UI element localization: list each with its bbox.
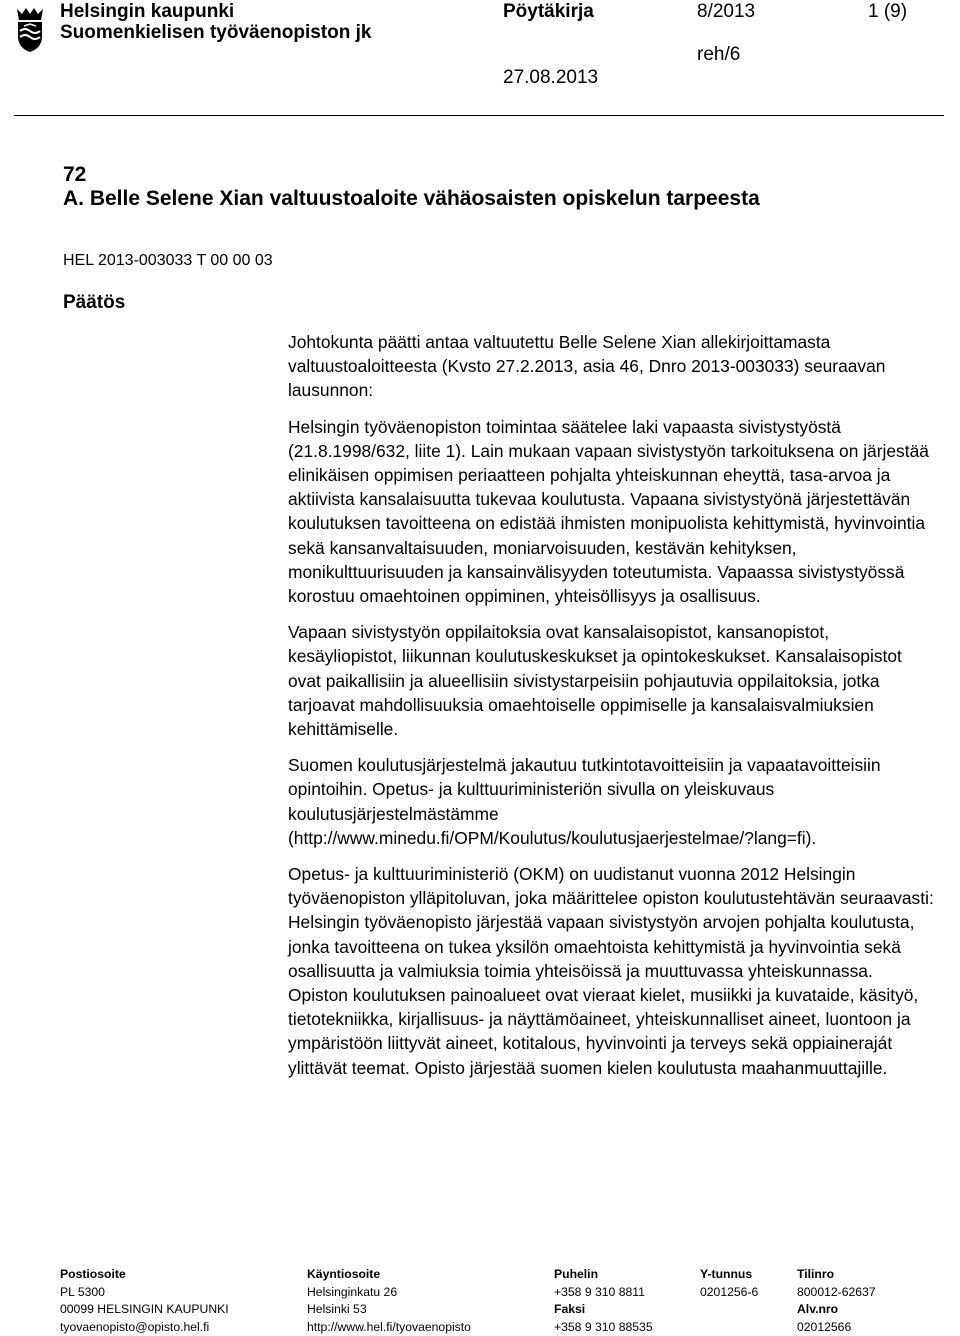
meeting-date: 27.08.2013	[503, 67, 598, 89]
footer-line: Helsinginkatu 26	[307, 1284, 471, 1302]
footer-website-link[interactable]: http://www.hel.fi/tyovaenopisto	[307, 1319, 471, 1336]
footer-heading: Faksi	[554, 1301, 653, 1319]
footer-heading: Y-tunnus	[700, 1266, 758, 1284]
footer-postal	[60, 1266, 229, 1336]
footer-heading: Tilinro	[797, 1266, 876, 1284]
footer-line: +358 9 310 88535	[554, 1319, 653, 1336]
doc-number: 8/2013	[697, 1, 755, 23]
body-paragraph: Johtokunta päätti antaa valtuutettu Belle Selene Xian allekirjoittamasta valtuustoaloitteesta (Kvsto 27.2.2013, asia 46, Dnro 2013-003033) seuraavan lausunnon:	[288, 330, 936, 403]
page-number: 1 (9)	[868, 1, 907, 23]
footer-heading: Postiosoite	[60, 1266, 229, 1284]
footer-line: Helsinki 53	[307, 1301, 471, 1319]
item-title: A. Belle Selene Xian valtuustoaloite vähäosaisten opiskelun tarpeesta	[63, 186, 783, 211]
doc-type: Pöytäkirja	[503, 1, 594, 23]
institution-name: Suomenkielisen työväenopiston jk	[60, 22, 371, 44]
footer-line: 02012566	[797, 1319, 876, 1336]
item-reference: HEL 2013-003033 T 00 00 03	[63, 252, 273, 270]
header-rule	[14, 115, 944, 116]
item-number: 72	[63, 163, 86, 187]
footer-line: +358 9 310 8811	[554, 1284, 653, 1302]
footer-heading: Alv.nro	[797, 1301, 876, 1319]
decision-label: Päätös	[63, 292, 125, 314]
body-paragraph: Helsingin työväenopiston toimintaa säätelee laki vapaasta sivistystyöstä (21.8.1998/632, liite 1). Lain mukaan vapaan sivistystyön tarkoituksena on järjestää elinikäisen oppimisen periaatteen pohjalta yhteiskunnan eheyttä, tasa-arvoa ja aktiivista kansalaisuutta tukevaa koulutusta. Vapaana sivistystyönä järjestettävän koulutuksen tavoitteena on edistää ihmisten monipuolista kehittymistä, hyvinvointia sekä kansanvaltaisuuden, moniarvoisuuden, kestävän kehityksen, monikulttuurisuuden ja kansainvälisyyden toteutumista. Vapaassa sivistystyössä korostuu omaehtoinen oppiminen, yhteisöllisyys ja osallisuus.	[288, 415, 936, 609]
section-ref: reh/6	[697, 44, 740, 66]
body-paragraph: Vapaan sivistystyön oppilaitoksia ovat kansalaisopistot, kansanopistot, kesäyliopistot, liikunnan koulutuskeskukset ja opintokeskukset. Kansalaisopistot ovat paikallisiin ja alueellisiin sivistystarpeisiin pohjautuvia oppilaitoksia, jotka tarjoavat mahdollisuuksia omaehtoiselle oppimiselle ja kansalaisvalmiuksien kehittämiselle.	[288, 620, 936, 741]
footer-line: PL 5300	[60, 1284, 229, 1302]
helsinki-crest-icon	[14, 6, 46, 54]
footer-visiting	[307, 1266, 471, 1336]
footer-account	[797, 1266, 876, 1336]
footer-line: 0201256-6	[700, 1284, 758, 1302]
body-paragraph: Suomen koulutusjärjestelmä jakautuu tutkintotavoitteisiin ja vapaatavoitteisiin opintoihin. Opetus- ja kulttuuriministeriön sivulla on yleiskuvaus koulutusjärjestelmästämme (http://www.minedu.fi/OPM/Koulutus/koulutusjaerjestelmae/?lang=fi).	[288, 753, 936, 850]
decision-body	[288, 330, 936, 1092]
footer-line: 800012-62637	[797, 1284, 876, 1302]
footer-business-id	[700, 1266, 758, 1301]
footer-heading: Puhelin	[554, 1266, 653, 1284]
footer-phone	[554, 1266, 653, 1336]
city-name: Helsingin kaupunki	[60, 1, 234, 23]
footer-line: 00099 HELSINGIN KAUPUNKI	[60, 1301, 229, 1319]
body-paragraph: Opetus- ja kulttuuriministeriö (OKM) on uudistanut vuonna 2012 Helsingin työväenopiston ylläpitoluvan, joka määrittelee opiston koulutustehtävän seuraavasti: Helsingin työväenopisto järjestää vapaan sivistystyön arvojen pohjalta koulutusta, jonka tavoitteena on tukea yksilön omaehtoista kehittymistä ja hyvinvointia sekä osallisuutta ja valmiuksia toimia yhteisöissä ja muuttuvassa yhteiskunnassa. Opiston koulutuksen painoalueet ovat vieraat kielet, musiikki ja kuvataide, käsityö, tietotekniikka, kirjallisuus- ja näyttämöaineet, yhteiskunnalliset aineet, luontoon ja ympäristöön liittyvät aineet, kotitalous, hyvinvointi ja terveys sekä oppiaineraját ylittävät teemat. Opisto järjestää suomen kielen koulutusta maahanmuuttajille.	[288, 862, 936, 1080]
footer-email[interactable]: tyovaenopisto@opisto.hel.fi	[60, 1319, 229, 1336]
footer-heading: Käyntiosoite	[307, 1266, 471, 1284]
